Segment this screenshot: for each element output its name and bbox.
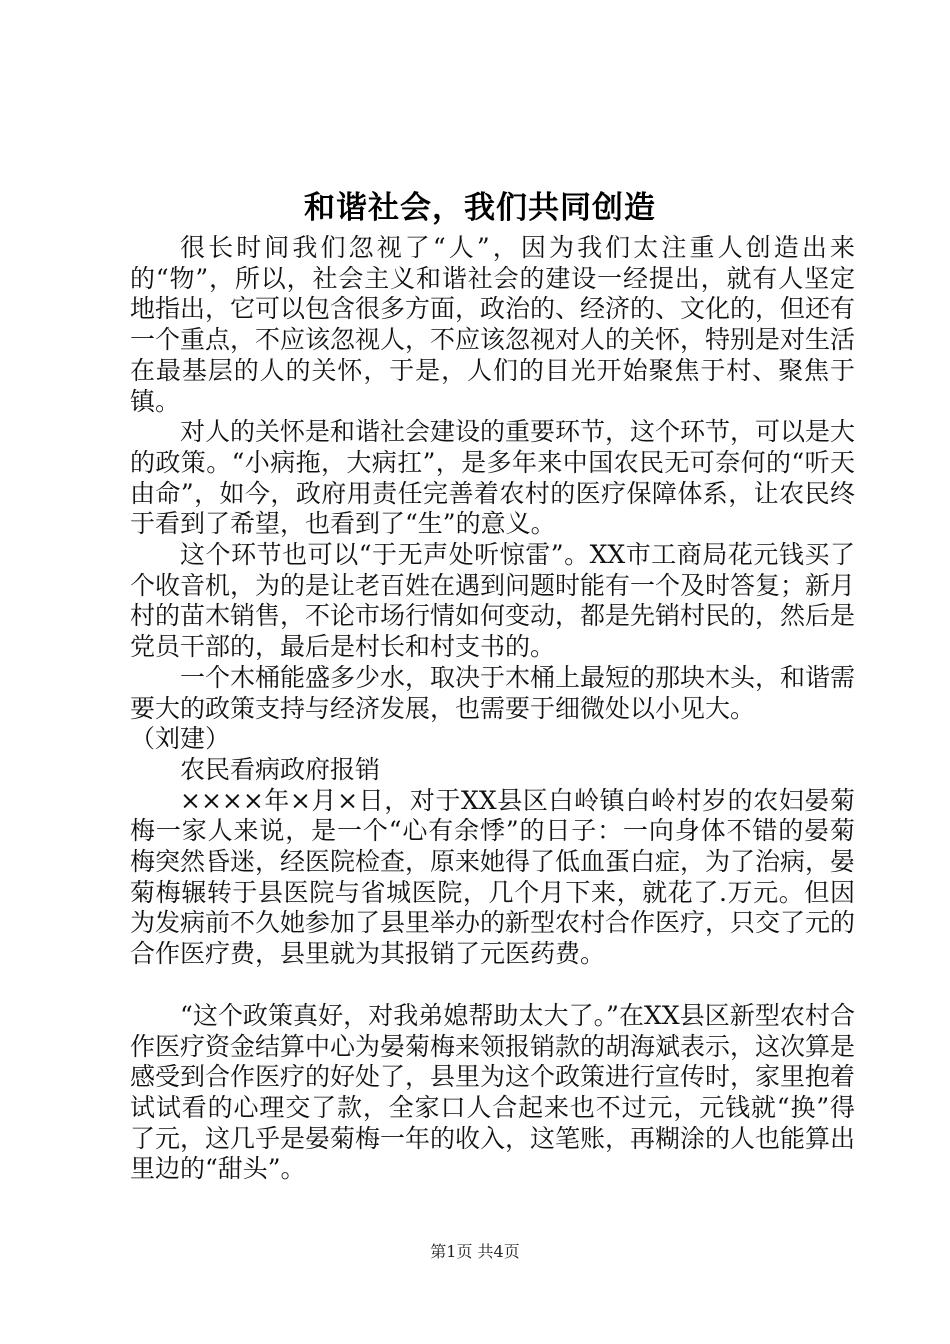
paragraph-care: 对人的关怀是和谐社会建设的重要环节，这个环节，可以是大的政策。“小病拖，大病扛”，是多年来中国农民无可奈何的“听天由命”，如今，政府用责任完善着农村的医疗保障体系，让农民终于看到了希望，也看到了“生”的意义。: [130, 417, 856, 539]
paragraph-quote: “这个政策真好，对我弟媳帮助太大了。”在XX县区新型农村合作医疗资金结算中心为晏菊梅来领报销款的胡海斌表示，这次算是感受到合作医疗的好处了，县里为这个政策进行宣传时，家里抱着试试看的心理交了款，全家口人合起来也不过元，元钱就“换”得了元，这几乎是晏菊梅一年的收入，这笔账，再糊涂的人也能算出里边的“甜头”。: [130, 1000, 856, 1184]
paragraph-case: ××××年×月×日，对于XX县区白岭镇白岭村岁的农妇晏菊梅一家人来说，是一个“心有余悸”的日子：一向身体不错的晏菊梅突然昏迷，经医院检查，原来她得了低血蛋白症，为了治病，晏菊梅辗转于县医院与省城医院，几个月下来，就花了.万元。但因为发病前不久她参加了县里举办的新型农村合作医疗，只交了元的合作医疗费，县里就为其报销了元医药费。: [130, 785, 856, 969]
section-heading: 农民看病政府报销: [180, 754, 381, 784]
page-footer: 第1页 共4页: [430, 1242, 520, 1261]
paragraph-silent-thunder: 这个环节也可以“于无声处听惊雷”。XX市工商局花元钱买了个收音机，为的是让老百姓在遇到问题时能有一个及时答复；新月村的苗木销售，不论市场行情如何变动，都是先销村民的，然后是党员干部的，最后是村长和村支书的。: [130, 540, 856, 662]
paragraph-spacer: [130, 970, 855, 1001]
paragraph-intro: 很长时间我们忽视了“人”，因为我们太注重人创造出来的“物”，所以，社会主义和谐社会的建设一经提出，就有人坚定地指出，它可以包含很多方面，政治的、经济的、文化的，但还有一个重点，不应该忽视人，不应该忽视对人的关怀，特别是对生活在最基层的人的关怀，于是，人们的目光开始聚焦于村、聚焦于镇。: [130, 233, 856, 416]
document-title: 和谐社会，我们共同创造: [304, 190, 656, 226]
author-credit: （刘建）: [130, 724, 231, 754]
document-body: [130, 233, 855, 1185]
paragraph-wooden-bucket: 一个木桶能盛多少水，取决于木桶上最短的那块木头，和谐需要大的政策支持与经济发展，也需要于细微处以小见大。: [130, 662, 856, 723]
